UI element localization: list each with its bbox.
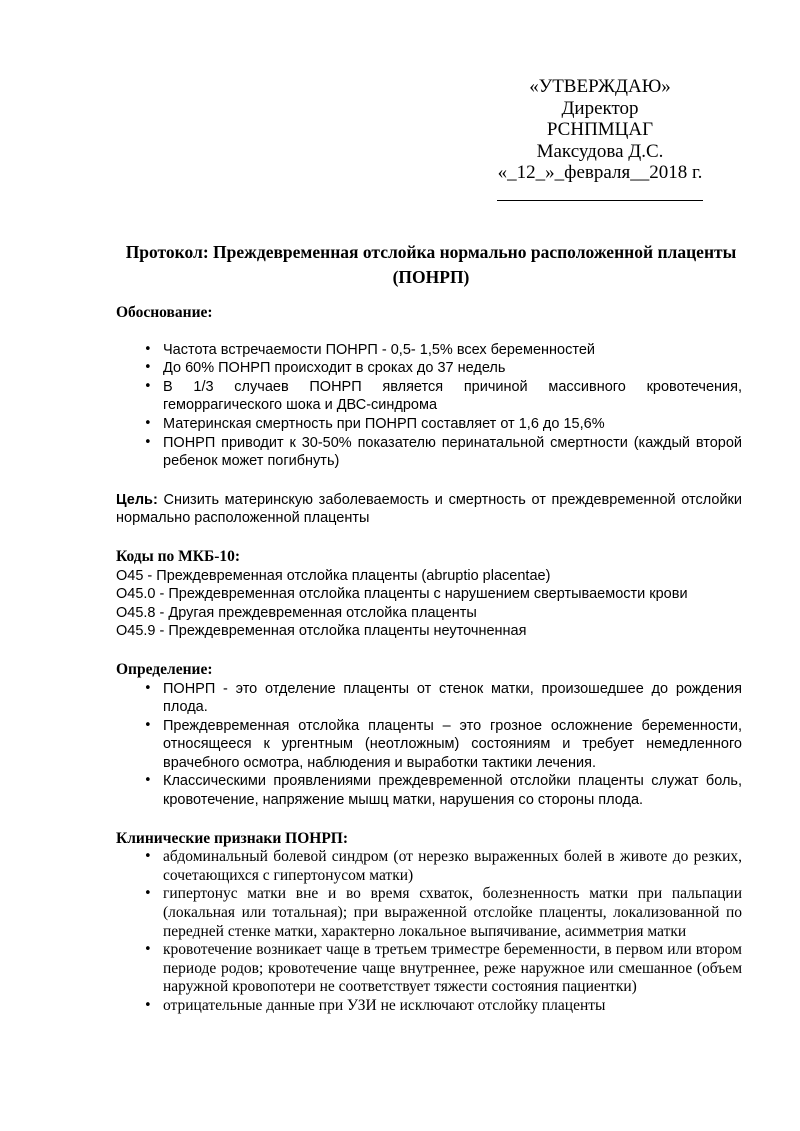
list-item-text: Преждевременная отслойка плаценты – это грозное осложнение беременности, относящееся к ургентным (неотложным) состояниям и требует немедленного врачебного осмотра, наблюдения и выработки тактики лечения. xyxy=(163,717,742,771)
definition-heading: Определение: xyxy=(116,660,213,678)
icd-codes-list xyxy=(116,567,742,641)
list-item-text: ПОНРП - это отделение плаценты от стенок матки, произошедшее до рождения плода. xyxy=(163,680,742,716)
list-item-text: кровотечение возникает чаще в третьем триместре беременности, в первом или втором периоде родов; кровотечение чаще внутреннее, реже наружное или смешанное (объем наружной кровопотери не соответствует тяжести состояния пациентки) xyxy=(163,941,742,996)
document-title: Протокол: Преждевременная отслойка нормально расположенной плаценты (ПОНРП) xyxy=(125,242,737,287)
list-item xyxy=(116,717,742,773)
bullet-icon: • xyxy=(144,680,152,696)
list-item-text: Частота встречаемости ПОНРП - 0,5- 1,5% всех беременностей xyxy=(163,341,595,358)
list-item-text: абдоминальный болевой синдром (от нерезко выраженных болей в животе до резких, сочетающихся с гипертонусом матки) xyxy=(163,848,742,884)
bullet-icon: • xyxy=(144,773,152,789)
list-item xyxy=(116,359,742,378)
list-item xyxy=(116,378,742,415)
bullet-icon: • xyxy=(144,434,152,450)
list-item-text: отрицательные данные при УЗИ не исключают отслойку плаценты xyxy=(163,997,606,1014)
approval-block xyxy=(470,76,730,201)
goal-label: Цель: xyxy=(116,491,158,508)
bullet-icon: • xyxy=(144,360,152,376)
list-item xyxy=(116,997,742,1016)
rationale-list xyxy=(116,341,742,471)
list-item xyxy=(116,341,742,360)
signature-line xyxy=(497,184,703,201)
icd-heading: Коды по МКБ-10: xyxy=(116,547,241,565)
bullet-icon: • xyxy=(144,886,152,902)
list-item-text: ПОНРП приводит к 30-50% показателю перинатальной смертности (каждый второй ребенок может погибнуть) xyxy=(163,434,742,470)
list-item xyxy=(116,885,742,941)
list-item-text: В 1/3 случаев ПОНРП является причиной массивного кровотечения, геморрагического шока и ДВС-синдрома xyxy=(163,378,742,414)
list-item xyxy=(116,415,742,434)
bullet-icon: • xyxy=(144,415,152,431)
clinical-heading: Клинические признаки ПОНРП: xyxy=(116,829,349,847)
approval-name: Максудова Д.С. xyxy=(536,140,664,162)
definition-list xyxy=(116,680,742,810)
list-item xyxy=(116,434,742,471)
list-item-text: Материнская смертность при ПОНРП составляет от 1,6 до 15,6% xyxy=(163,415,605,432)
approval-position: Директор xyxy=(561,97,639,119)
list-item xyxy=(116,680,742,717)
approval-date: «_12_»_февраля__2018 г. xyxy=(497,162,703,183)
approval-heading: «УТВЕРЖДАЮ» xyxy=(529,76,671,97)
clinical-signs-list xyxy=(116,848,742,1015)
icd-code-item: O45.0 - Преждевременная отслойка плаценты с нарушением свертываемости крови xyxy=(116,586,688,603)
list-item-text: До 60% ПОНРП происходит в сроках до 37 недель xyxy=(163,360,506,377)
icd-code-item: O45 - Преждевременная отслойка плаценты (abruptio placentae) xyxy=(116,567,551,584)
bullet-icon: • xyxy=(144,378,152,394)
icd-code-item: O45.9 - Преждевременная отслойка плаценты неуточненная xyxy=(116,623,527,640)
rationale-heading: Обоснование: xyxy=(116,304,213,321)
bullet-icon: • xyxy=(144,998,152,1013)
bullet-icon: • xyxy=(144,341,152,357)
document-body xyxy=(116,304,742,1016)
bullet-icon: • xyxy=(144,849,152,865)
goal-text: Снизить материнскую заболеваемость и смертность от преждевременной отслойки нормально расположенной плаценты xyxy=(116,491,742,527)
goal-paragraph xyxy=(116,491,742,528)
list-item xyxy=(116,772,742,809)
list-item xyxy=(116,848,742,885)
list-item-text: гипертонус матки вне и во время схваток, болезненность матки при пальпации (локальная или тотальная); при выраженной отслойке плаценты, локализованной по передней стенке матки, характерно локальное выпячивание, асимметрия матки xyxy=(163,885,742,940)
list-item-text: Классическими проявлениями преждевременной отслойки плаценты служат боль, кровотечение, напряжение мышц матки, нарушения со стороны плода. xyxy=(163,773,742,809)
list-item xyxy=(116,941,742,997)
bullet-icon: • xyxy=(144,717,152,733)
bullet-icon: • xyxy=(144,942,152,958)
icd-code-item: O45.8 - Другая преждевременная отслойка плаценты xyxy=(116,604,477,621)
approval-organization: РСНПМЦАГ xyxy=(546,119,654,140)
